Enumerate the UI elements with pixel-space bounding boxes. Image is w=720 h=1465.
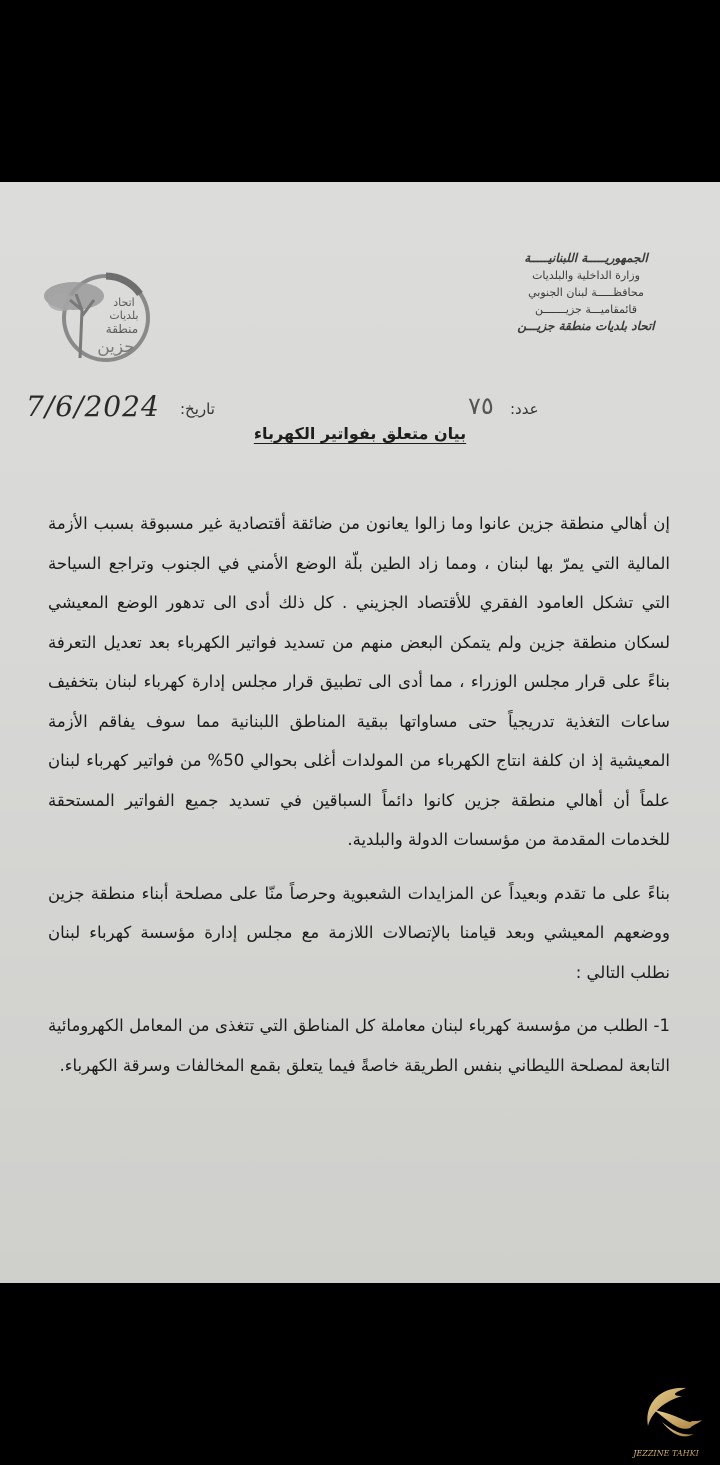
document-body bbox=[48, 504, 670, 1099]
number-value: ٧٥ bbox=[468, 392, 494, 420]
letterhead-district: قائمقاميـــة جزيـــــــن bbox=[534, 303, 638, 316]
body-paragraph-2: بناءً على ما تقدم وبعيداً عن المزايدات الشعبوية وحرصاً منّا على مصلحة أبناء منطقة جزين ووضعهم المعيشي وبعد قيامنا بالإتصالات اللازمة مع مجلس إدارة مؤسسة كهرباء لبنان نطلب التالي : bbox=[48, 883, 670, 982]
date-label: تاريخ: bbox=[180, 400, 215, 418]
svg-text:جزين: جزين bbox=[97, 337, 135, 357]
document-title bbox=[0, 424, 720, 443]
scanned-document-page bbox=[0, 182, 720, 1283]
svg-text:بلديات: بلديات bbox=[109, 309, 139, 322]
svg-text:JEZZINE TAHKI: JEZZINE TAHKI bbox=[633, 1449, 699, 1458]
svg-text:اتحاد: اتحاد bbox=[113, 296, 135, 309]
letterhead-republic: الجمهوريـــــة اللبنانيـــــة bbox=[524, 251, 648, 265]
body-paragraph-3: 1- الطلب من مؤسسة كهرباء لبنان معاملة كل المناطق التي تتغذى من المعامل الكهرومائية التابعة لمصلحة الليطاني بنفس الطريقة خاصةً فيما يتعلق بقمع المخالفات وسرقة الكهرباء. bbox=[48, 1016, 670, 1075]
letterhead-union: اتحاد بلديات منطقة جزيـــن bbox=[517, 319, 655, 333]
body-paragraph-1: إن أهالي منطقة جزين عانوا وما زالوا يعانون من ضائقة أقتصادية غير مسبوقة بسبب الأزمة المالية التي يمرّ بها لبنان ، ومما زاد الطين بلّة الوضع الأمني في الجنوب وتراجع السياحة التي تشكل العامود الفقري للأقتصاد الجزيني . كل ذلك أدى الى تدهور الوضع المعيشي لسكان منطقة جزين ولم يتمكن البعض منهم من تسديد فواتير الكهرباء بعد تعديل التعرفة بناءً على قرار مجلس الوزراء ، مما أدى الى تطبيق قرار مجلس إدارة كهرباء لبنان بتخفيف ساعات التغذية تدريجياً حتى مساواتها ببقية المناطق اللبنانية مما سوف يفاقم الأزمة المعيشية إذ ان كلفة انتاج الكهرباء من المولدات أغلى بحوالي 50% من فواتير كهرباء لبنان علماً أن أهالي منطقة جزين كانوا دائماً السباقين في تسديد جميع الفواتير المستحقة للخدمات المقدمة من مؤسسات الدولة والبلدية. bbox=[48, 514, 670, 849]
date-value: 7/6/2024 bbox=[26, 390, 160, 423]
tree-circle-logo-icon bbox=[40, 266, 152, 366]
letterhead bbox=[486, 250, 686, 335]
bird-crescent-logo-icon bbox=[624, 1380, 708, 1462]
letterhead-ministry: وزارة الداخلية والبلديات bbox=[532, 269, 640, 282]
letterhead-governorate: محافظـــــة لبنان الجنوبي bbox=[528, 286, 644, 299]
document-title-text: بيان متعلق بفواتير الكهرباء bbox=[253, 424, 467, 443]
reference-row bbox=[0, 388, 720, 424]
number-label: عدد: bbox=[510, 400, 539, 418]
svg-text:منطقة: منطقة bbox=[105, 322, 139, 336]
